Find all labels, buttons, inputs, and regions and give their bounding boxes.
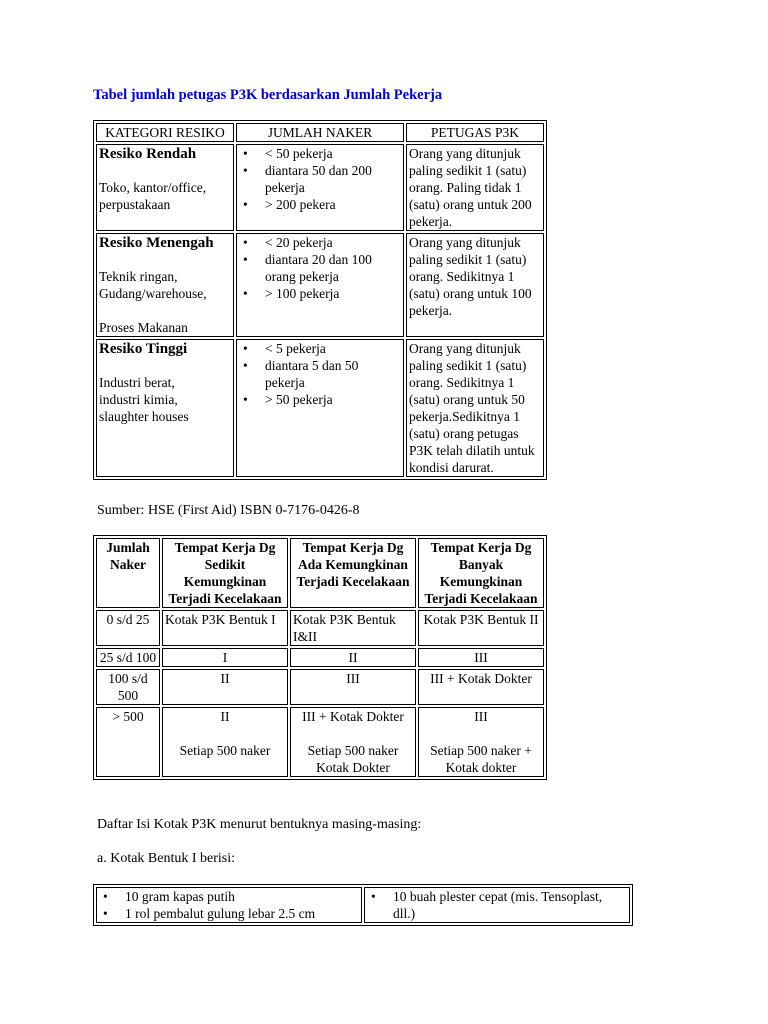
header-banyak: Tempat Kerja Dg Banyak Kemungkinan Terjadi Kecelakaan — [418, 538, 544, 608]
table-cell: III + Kotak Dokter — [418, 669, 544, 705]
petugas-cell: Orang yang ditunjuk paling sedikit 1 (satu) orang. Sedikitnya 1 (satu) orang untuk 50 pekerja.Sedikitnya 1 (satu) orang petugas P3K telah dilatih untuk kondisi darurat. — [406, 339, 544, 477]
cell-note: Setiap 500 naker Kotak Dokter — [307, 743, 399, 775]
table-cell — [96, 887, 362, 923]
table-cell: Kotak P3K Bentuk II — [418, 610, 544, 646]
p3k-officer-table — [93, 120, 547, 480]
list-item: • 10 gram kapas putih — [121, 888, 359, 905]
cell-value: III — [474, 709, 488, 724]
naker-cell — [236, 144, 404, 231]
table-cell: II — [290, 648, 416, 667]
table-row — [96, 707, 544, 777]
table-cell: Kotak P3K Bentuk I&II — [290, 610, 416, 646]
naker-cell — [236, 339, 404, 477]
petugas-cell: Orang yang ditunjuk paling sedikit 1 (satu) orang. Sedikitnya 1 (satu) orang untuk 100 pekerja. — [406, 233, 544, 337]
list-item: • diantara 5 dan 50 pekerja — [261, 357, 401, 391]
category-example: industri kimia, — [99, 392, 178, 407]
header-sedikit: Tempat Kerja Dg Sedikit Kemungkinan Terjadi Kecelakaan — [162, 538, 288, 608]
spacer — [99, 302, 231, 319]
category-example: Teknik ringan, — [99, 269, 178, 284]
list-item: • > 100 pekerja — [261, 285, 401, 302]
table-row — [96, 610, 544, 646]
header-ada: Tempat Kerja Dg Ada Kemungkinan Terjadi Kecelakaan — [290, 538, 416, 608]
header-petugas: PETUGAS P3K — [406, 123, 544, 142]
header-jumlah-naker: Jumlah Naker — [96, 538, 160, 608]
table-header-row — [96, 538, 544, 608]
list-item: • diantara 20 dan 100 orang pekerja — [261, 251, 401, 285]
table-row — [96, 887, 630, 923]
cell-value: II — [220, 709, 230, 724]
list-item: • 10 buah plester cepat (mis. Tensoplast, dll.) — [389, 888, 627, 922]
naker-cell — [236, 233, 404, 337]
table-cell: 100 s/d 500 — [96, 669, 160, 705]
category-name: Resiko Rendah — [99, 146, 197, 162]
table-row — [96, 669, 544, 705]
header-kategori: KATEGORI RESIKO — [96, 123, 234, 142]
category-example: perpustakaan — [99, 197, 171, 212]
table-cell: Kotak P3K Bentuk I — [162, 610, 288, 646]
category-example: slaughter houses — [99, 409, 189, 424]
cell-note: Setiap 500 naker — [179, 743, 271, 758]
table-cell — [364, 887, 630, 923]
table-row — [96, 233, 544, 337]
table-cell: I — [162, 648, 288, 667]
spacer — [165, 725, 285, 742]
category-name: Resiko Menengah — [99, 235, 214, 251]
page-title: Tabel jumlah petugas P3K berdasarkan Jumlah Pekerja — [93, 87, 443, 103]
category-cell — [96, 144, 234, 231]
list-item: • < 20 pekerja — [261, 234, 401, 251]
category-name: Resiko Tinggi — [99, 341, 188, 357]
box-contents-table — [93, 884, 633, 926]
category-example: Industri berat, — [99, 375, 175, 390]
list-item: • < 50 pekerja — [261, 145, 401, 162]
list-item: • diantara 50 dan 200 pekerja — [261, 162, 401, 196]
spacer — [293, 725, 413, 742]
table-cell: III — [290, 669, 416, 705]
table-cell: 0 s/d 25 — [96, 610, 160, 646]
table-cell: 25 s/d 100 — [96, 648, 160, 667]
cell-note: Setiap 500 naker + Kotak dokter — [430, 743, 532, 775]
table-header-row — [96, 123, 544, 142]
cell-value: III + Kotak Dokter — [302, 709, 404, 724]
category-example: Proses Makanan — [99, 320, 188, 335]
table-cell — [418, 707, 544, 777]
table-cell — [162, 707, 288, 777]
table-row — [96, 144, 544, 231]
list-item: • < 5 pekerja — [261, 340, 401, 357]
contents-intro: Daftar Isi Kotak P3K menurut bentuknya masing-masing: — [97, 817, 422, 832]
header-jumlah-naker: JUMLAH NAKER — [236, 123, 404, 142]
table-row — [96, 648, 544, 667]
table-cell — [290, 707, 416, 777]
spacer — [421, 725, 541, 742]
category-example: Toko, kantor/office, — [99, 180, 207, 195]
list-item: • 1 rol pembalut gulung lebar 2.5 cm — [121, 905, 359, 922]
list-item: • > 200 pekera — [261, 196, 401, 213]
category-cell — [96, 233, 234, 337]
table-row — [96, 339, 544, 477]
table-cell: > 500 — [96, 707, 160, 777]
p3k-box-table — [93, 535, 547, 780]
petugas-cell: Orang yang ditunjuk paling sedikit 1 (satu) orang. Paling tidak 1 (satu) orang untuk 200 pekerja. — [406, 144, 544, 231]
source-note: Sumber: HSE (First Aid) ISBN 0-7176-0426-8 — [97, 503, 360, 518]
table-cell: III — [418, 648, 544, 667]
list-item: • > 50 pekerja — [261, 391, 401, 408]
category-example: Gudang/warehouse, — [99, 286, 207, 301]
box-type-heading: a. Kotak Bentuk I berisi: — [97, 851, 236, 866]
category-cell — [96, 339, 234, 477]
table-cell: II — [162, 669, 288, 705]
